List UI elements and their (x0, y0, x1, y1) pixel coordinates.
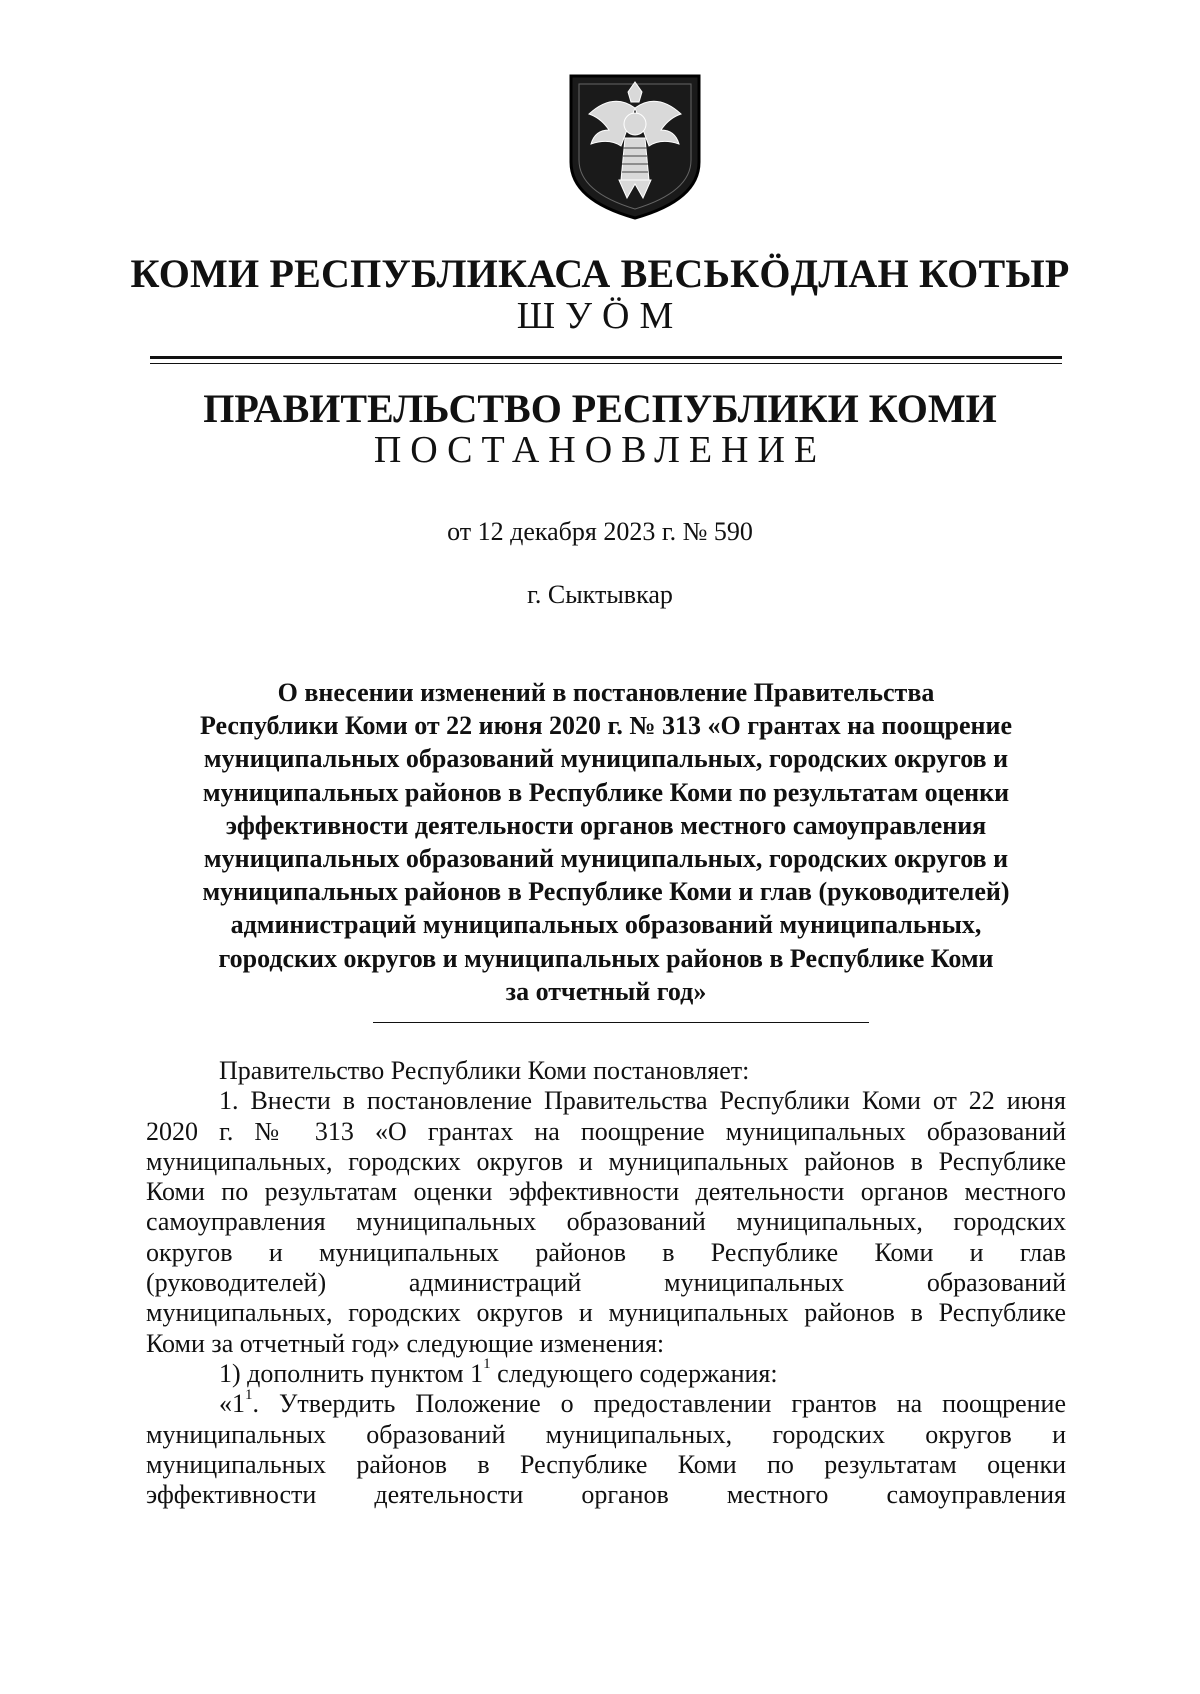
paragraph-line: самоуправления муниципальных образований муниципальных, городских (146, 1207, 1066, 1237)
paragraph-line: Коми за отчетный год» следующие изменения: (146, 1328, 665, 1358)
paragraph-line: 1. Внести в постановление Правительства Республики Коми от 22 июня (219, 1086, 1066, 1116)
paragraph-line (146, 1386, 1066, 1419)
komi-document-type: ШУÖМ (516, 295, 684, 337)
quoted-paragraph (146, 1386, 1066, 1510)
paragraph-line: эффективности деятельности органов местного самоуправления (146, 1480, 1066, 1510)
document-city: г. Сыктывкар (527, 580, 673, 609)
subitem-1-paragraph (146, 1356, 1066, 1389)
header-divider-thin (150, 363, 1062, 364)
paragraph-line: Коми по результатам оценки эффективности деятельности органов местного (146, 1177, 1066, 1207)
government-title: ПРАВИТЕЛЬСТВО РЕСПУБЛИКИ КОМИ (203, 386, 997, 431)
header-divider-thick (150, 356, 1062, 359)
paragraph-line: (руководителей) администраций муниципальных образований (146, 1268, 1066, 1298)
document-body (146, 1056, 1066, 1510)
subject-line: муниципальных районов в Республике Коми и глав (руководителей) (202, 877, 1010, 907)
subject-line: городских округов и муниципальных районов в Республике Коми (218, 943, 994, 973)
subject-line: администраций муниципальных образований муниципальных, (230, 910, 982, 940)
paragraph-line: муниципальных образований муниципальных, городских округов и (146, 1419, 1066, 1449)
subject-line: эффективности деятельности органов местного самоуправления (225, 810, 987, 840)
quote-number: «1 (219, 1389, 245, 1419)
paragraph-line: муниципальных районов в Республике Коми по результатам оценки (146, 1449, 1066, 1479)
superscript: 1 (483, 1356, 491, 1373)
paragraph-line: 2020 г. № 313 «О грантах на поощрение муниципальных образований (146, 1116, 1066, 1146)
item-1-paragraph (146, 1086, 1066, 1359)
subitem-1-text-rest: следующего содержания: (490, 1358, 778, 1388)
subject-divider (373, 1022, 869, 1023)
document-date-number: от 12 декабря 2023 г. № 590 (447, 517, 753, 546)
subject-line: за отчетный год» (505, 976, 707, 1006)
paragraph-line: округов и муниципальных районов в Республике Коми и глав (146, 1237, 1066, 1267)
superscript: 1 (245, 1386, 253, 1403)
document-subject (150, 676, 1062, 1008)
subject-line: муниципальных образований муниципальных, городских округов и (203, 744, 1009, 774)
subitem-1-text: 1) дополнить пунктом 1 (219, 1358, 484, 1388)
subject-line: муниципальных образований муниципальных, городских округов и (203, 844, 1009, 874)
komi-coat-of-arms-emblem (565, 72, 705, 222)
document-type: ПОСТАНОВЛЕНИЕ (373, 429, 827, 471)
subject-line: муниципальных районов в Республике Коми по результатам оценки (202, 777, 1010, 807)
paragraph-line: муниципальных, городских округов и муниципальных районов в Республике (146, 1298, 1066, 1328)
subject-line: О внесении изменений в постановление Правительства (277, 678, 935, 707)
intro-paragraph: Правительство Республики Коми постановляет: (219, 1056, 750, 1085)
quote-first-line-text: . Утвердить Положение о предоставлении грантов на поощрение (252, 1389, 1066, 1419)
paragraph-line: муниципальных, городских округов и муниципальных районов в Республике (146, 1146, 1066, 1176)
subject-line: Республики Коми от 22 июня 2020 г. № 313 «О грантах на поощрение (199, 711, 1012, 741)
komi-title: КОМИ РЕСПУБЛИКАСА ВЕСЬКÖДЛАН КОТЫР (130, 251, 1070, 296)
